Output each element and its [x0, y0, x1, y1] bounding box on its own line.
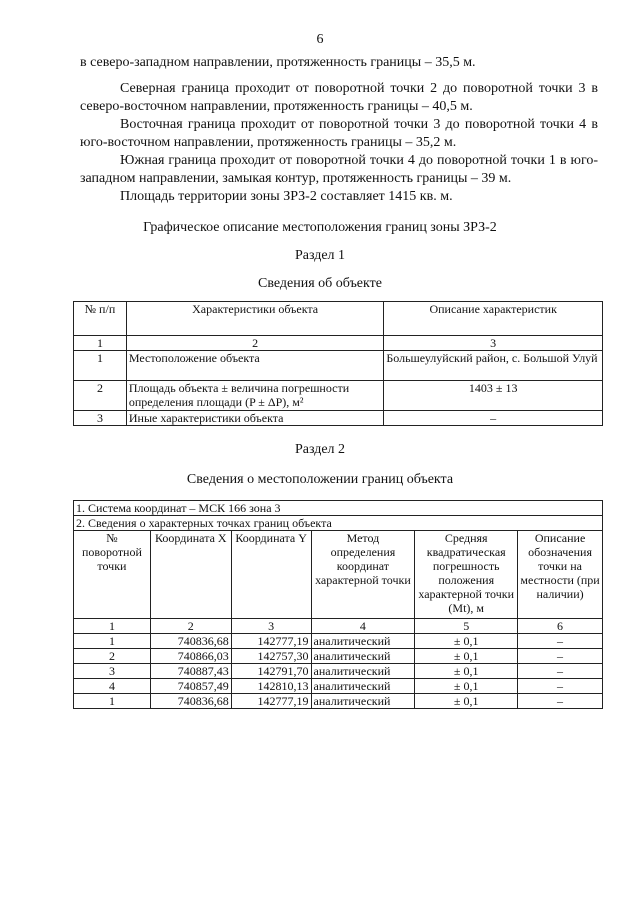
- table-row: [74, 351, 603, 381]
- table-index-row: [74, 336, 603, 351]
- points-caption-row: [74, 516, 603, 531]
- method: аналитический: [311, 679, 415, 694]
- page-number: 6: [316, 32, 324, 47]
- header-point-description: Описание обозначения точки на местности (при наличии): [518, 531, 603, 619]
- mean-error: ± 0,1: [415, 679, 518, 694]
- point-description: –: [518, 634, 603, 649]
- section1-subtitle: Сведения об объекте: [258, 276, 382, 291]
- table-row: [74, 679, 603, 694]
- header-method: Метод определения координат характерной точки: [311, 531, 415, 619]
- row-description: 1403 ± 13: [384, 381, 603, 411]
- row-description: Большеулуйский район, с. Большой Улуй: [384, 351, 603, 381]
- method: аналитический: [311, 634, 415, 649]
- index-cell: 6: [518, 619, 603, 634]
- table-index-row: [74, 619, 603, 634]
- point-number: 4: [74, 679, 151, 694]
- paragraph-east-border: Восточная граница проходит от поворотной точки 3 до поворотной точки 4 в юго-восточном направлении, протяженность границы – 35,2 м.: [80, 117, 598, 150]
- method: аналитический: [311, 649, 415, 664]
- coord-y: 142777,19: [231, 694, 311, 709]
- row-number: 3: [74, 411, 127, 426]
- section1-title: Раздел 1: [294, 248, 346, 263]
- index-cell: 3: [384, 336, 603, 351]
- header-coord-x: Координата X: [150, 531, 231, 619]
- coord-y: 142791,70: [231, 664, 311, 679]
- point-description: –: [518, 649, 603, 664]
- table-header-row: [74, 302, 603, 336]
- row-characteristic: Иные характеристики объекта: [126, 411, 383, 426]
- table-row: [74, 649, 603, 664]
- coord-x: 740866,03: [150, 649, 231, 664]
- point-description: –: [518, 679, 603, 694]
- coord-system-row: [74, 501, 603, 516]
- section2-subtitle: Сведения о местоположении границ объекта: [186, 472, 454, 487]
- table-row: [74, 411, 603, 426]
- header-coord-y: Координата Y: [231, 531, 311, 619]
- coord-y: 142777,19: [231, 634, 311, 649]
- points-caption-cell: 2. Сведения о характерных точках границ объекта: [74, 516, 603, 531]
- point-description: –: [518, 664, 603, 679]
- point-number: 1: [74, 694, 151, 709]
- row-number: 1: [74, 351, 127, 381]
- graphic-description-title: Графическое описание местоположения границ зоны ЗРЗ-2: [143, 220, 497, 235]
- header-characteristics: Характеристики объекта: [126, 302, 383, 336]
- table-row: [74, 381, 603, 411]
- coord-x: 740887,43: [150, 664, 231, 679]
- row-characteristic: Местоположение объекта: [126, 351, 383, 381]
- point-number: 2: [74, 649, 151, 664]
- index-cell: 5: [415, 619, 518, 634]
- coord-y: 142810,13: [231, 679, 311, 694]
- row-characteristic: Площадь объекта ± величина погрешности определения площади (P ± ΔP), м²: [126, 381, 383, 411]
- table-row: [74, 634, 603, 649]
- object-info-table: [73, 301, 603, 426]
- point-number: 3: [74, 664, 151, 679]
- index-cell: 3: [231, 619, 311, 634]
- index-cell: 1: [74, 619, 151, 634]
- index-cell: 1: [74, 336, 127, 351]
- row-number: 2: [74, 381, 127, 411]
- paragraph-area: Площадь территории зоны ЗРЗ-2 составляет 1415 кв. м.: [120, 189, 453, 204]
- coord-system-cell: 1. Система координат – МСК 166 зона 3: [74, 501, 603, 516]
- header-mean-error: Средняя квадратическая погрешность положения характерной точки (Mt), м: [415, 531, 518, 619]
- section2-title: Раздел 2: [294, 442, 346, 457]
- boundary-points-table: [73, 500, 603, 709]
- paragraph-north-border: Северная граница проходит от поворотной точки 2 до поворотной точки 3 в северо-восточном направлении, протяженность границы – 40,5 м.: [80, 81, 598, 114]
- table-header-row: [74, 531, 603, 619]
- row-description: –: [384, 411, 603, 426]
- coord-x: 740836,68: [150, 634, 231, 649]
- mean-error: ± 0,1: [415, 694, 518, 709]
- header-number: № п/п: [74, 302, 127, 336]
- coord-x: 740836,68: [150, 694, 231, 709]
- table-row: [74, 664, 603, 679]
- index-cell: 2: [126, 336, 383, 351]
- paragraph-west-border-end: в северо-западном направлении, протяженность границы – 35,5 м.: [80, 55, 476, 70]
- mean-error: ± 0,1: [415, 664, 518, 679]
- method: аналитический: [311, 664, 415, 679]
- header-description: Описание характеристик: [384, 302, 603, 336]
- point-number: 1: [74, 634, 151, 649]
- mean-error: ± 0,1: [415, 649, 518, 664]
- index-cell: 4: [311, 619, 415, 634]
- header-point-number: № поворотной точки: [74, 531, 151, 619]
- point-description: –: [518, 694, 603, 709]
- coord-y: 142757,30: [231, 649, 311, 664]
- paragraph-south-border: Южная граница проходит от поворотной точки 4 до поворотной точки 1 в юго-западном направлении, замыкая контур, протяженность границы – 39 м.: [80, 153, 598, 186]
- mean-error: ± 0,1: [415, 634, 518, 649]
- method: аналитический: [311, 694, 415, 709]
- coord-x: 740857,49: [150, 679, 231, 694]
- index-cell: 2: [150, 619, 231, 634]
- table-row: [74, 694, 603, 709]
